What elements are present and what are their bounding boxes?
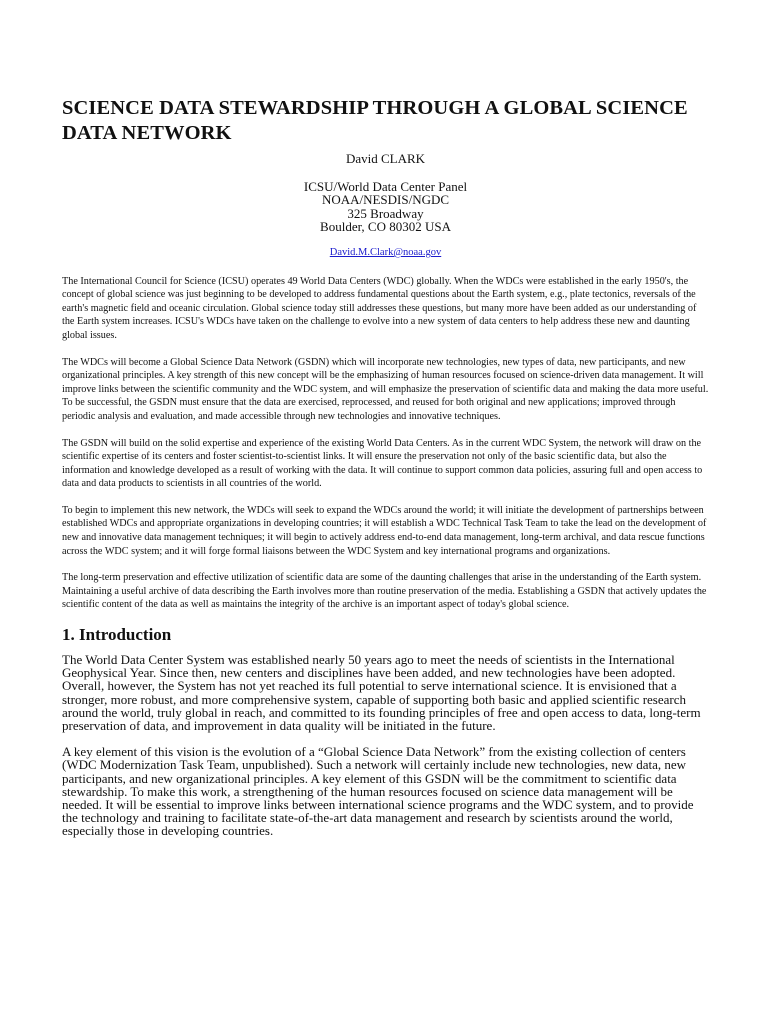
paper-title: SCIENCE DATA STEWARDSHIP THROUGH A GLOBAL SCIENCE DATA NETWORK: [62, 97, 688, 144]
author-email-link[interactable]: David.M.Clark@noaa.gov: [329, 246, 442, 258]
affiliation-line: 325 Broadway: [347, 205, 424, 221]
affiliation-line: NOAA/NESDIS/NGDC: [321, 192, 450, 208]
abstract-paragraph: The WDCs will become a Global Science Data Network (GSDN) which will incorporate new technologies, new types of data, new participants, and new organizational principles. A key strength of this new concept will be the emphasizing of human resources focused on science-driven data management. It will improve links between the scientific community and the WDC system, and will emphasize the preservation of scientific data and making the data more useful. To be successful, the GSDN must ensure that the data are exercised, reprocessed, and reused for both original and new applications; improved through periodic analysis and evaluation, and made accessible through new technologies and innovative techniques.: [62, 356, 709, 422]
body-paragraph: The World Data Center System was established nearly 50 years ago to meet the needs of scientists in the International Geophysical Year. Since then, new centers and disciplines have been added, and new technologies have been adopted. Overall, however, the System has not yet reached its full potential to serve international science. It is envisioned that a stronger, more robust, and more comprehensive system, capable of supporting both basic and applied scientific research around the world, truly global in reach, and committed to its founding principles of free and open access to data, long-term preservation of data, and improvement in data quality will be initiated in the future.: [62, 652, 701, 734]
section-body: [62, 653, 709, 838]
affiliation-line: ICSU/World Data Center Panel: [303, 178, 468, 194]
abstract-paragraph: The long-term preservation and effective utilization of scientific data are some of the daunting challenges that arise in the understanding of the Earth system. Maintaining a useful archive of data describing the Earth involves more than routine preservation of the media. Establishing a GSDN that actively updates the scientific content of the data as well as maintains the integrity of the archive is an important aspect of today's global science.: [62, 572, 707, 611]
author-block: [62, 152, 709, 260]
abstract-paragraph: To begin to implement this new network, the WDCs will seek to expand the WDCs around the world; it will initiate the development of partnerships between established WDCs and appropriate organizations in developing countries; it will establish a WDC Technical Task Team to take the lead on the development of new and innovative data management techniques; it will begin to actively address end-to-end data management, long-term archival, and data rescue functions across the WDC system; and it will forge formal liaisons between the WDC System and key international programs and organizations.: [62, 504, 707, 557]
abstract-paragraph: The International Council for Science (ICSU) operates 49 World Data Centers (WDC) globally. When the WDCs were established in the early 1950's, the concept of global science was just beginning to be developed to address fundamental questions about the Earth system, e.g., plate tectonics, reversals of the earth's magnetic field and oceanic circulation. Global science today still addresses these questions, but many more have been added as our understanding of the Earth system increases. ICSU's WDCs have taken on the challenge to evolve into a new system of data centers to help address these new and daunting global issues.: [62, 275, 697, 341]
abstract-paragraph: The GSDN will build on the solid expertise and experience of the existing World Data Centers. As in the current WDC System, the network will draw on the scientific expertise of its centers and foster scientist-to-scientist links. It will ensure the preservation not only of the basic scientific data, but also the information and knowledge developed as a result of working with the data. It will continue to support common data policies, assuring full and open access to data and data products to scientists in all countries of the world.: [62, 437, 703, 490]
section-heading: 1. Introduction: [62, 625, 172, 645]
affiliation-line: Boulder, CO 80302 USA: [320, 219, 451, 235]
author-name: David CLARK: [345, 151, 426, 166]
abstract: [62, 275, 709, 612]
body-paragraph: A key element of this vision is the evolution of a “Global Science Data Network” from the existing collection of centers (WDC Modernization Task Team, unpublished). Such a network will certainly include new technologies, new data, new participants, and new organizational principles. A key element of this GSDN will be the commitment to scientific data stewardship. To make this work, a strengthening of the human resources focused on science data management will be needed. It will be essential to improve links between international science programs and the WDC system, and to provide the technology and training to facilitate state-of-the-art data management and research by scientists around the world, especially those in developing countries.: [62, 744, 694, 839]
